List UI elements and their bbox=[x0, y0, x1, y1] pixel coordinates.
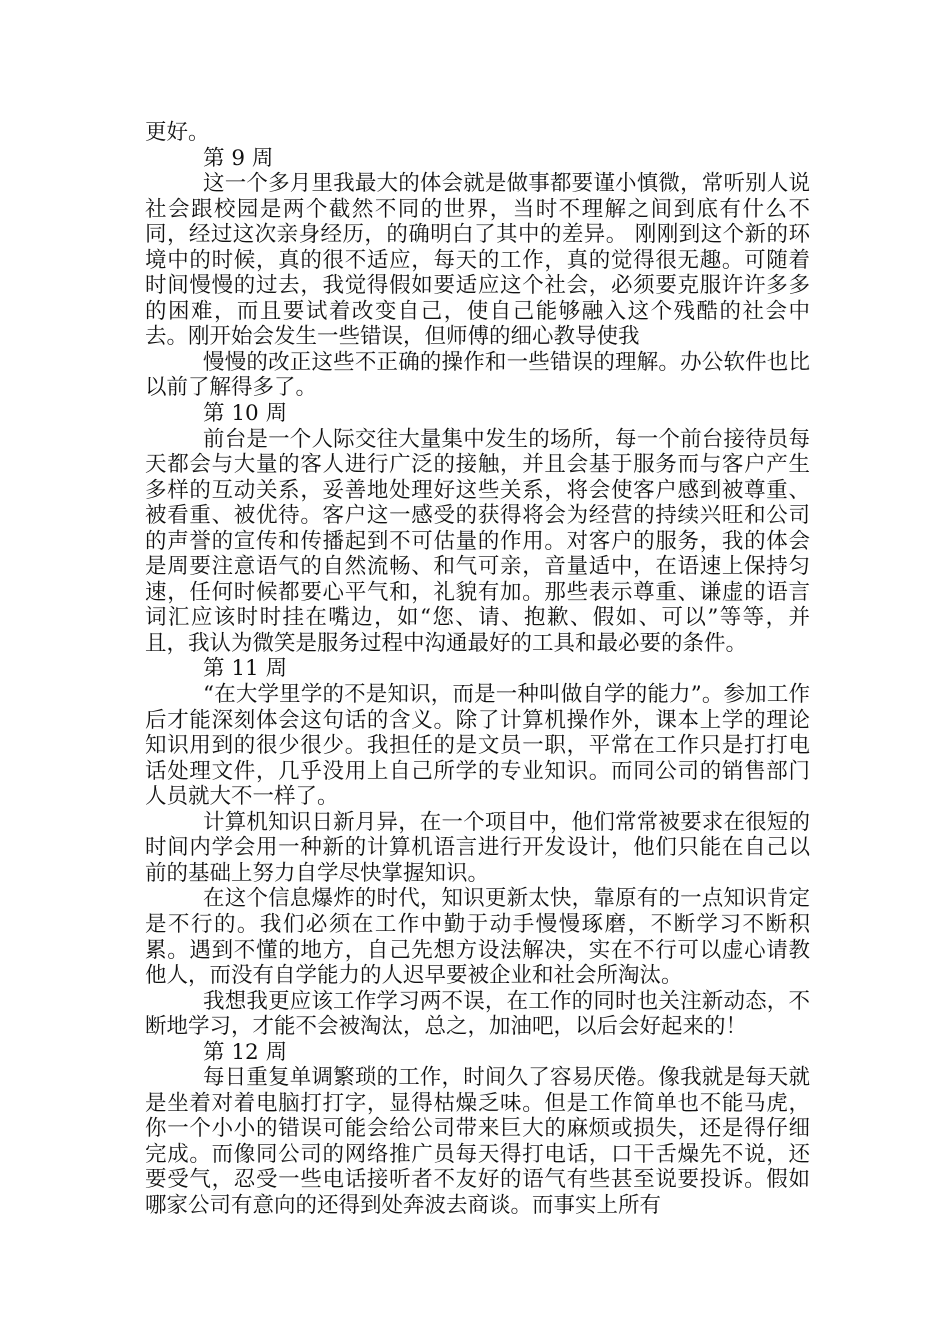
week-9-paragraph-1: 这一个多月里我最大的体会就是做事都要谨小慎微，常听别人说社会跟校园是两个截然不同的世界，当时不理解之间到底有什么不同，经过这次亲身经历，的确明白了其中的差异。 刚刚到这个新的环境中的时候，真的很不适应，每天的工作，真的觉得很无趣。可随着时间慢慢的过去，我觉得假如要适应这个社会，必须要克服许许多多的困难，而且要试着改变自己，使自己能够融入这个残酷的社会中去。刚开始会发生一些错误，但师傅的细心教导使我 bbox=[145, 171, 810, 350]
week-12-heading: 第 12 周 bbox=[203, 1039, 288, 1065]
week-11-heading: 第 11 周 bbox=[203, 656, 288, 682]
week-10-paragraph: 前台是一个人际交往大量集中发生的场所，每一个前台接待员每天都会与大量的客人进行广泛的接触，并且会基于服务而与客户产生多样的互动关系，妥善地处理好这些关系，将会使客户感到被尊重、被看重、被优待。客户这一感受的获得将会为经营的持续兴旺和公司的声誉的宣传和传播起到不可估量的作用。对客户的服务，我的体会是周要注意语气的自然流畅、和气可亲，音量适中，在语速上保持匀速，任何时候都要心平气和，礼貌有加。那些表示尊重、谦虚的语言词汇应该时时挂在嘴边，如“您、请、抱歉、假如、可以”等等，并且，我认为微笑是服务过程中沟通最好的工具和最必要的条件。 bbox=[145, 426, 810, 656]
paragraph-continuation: 更好。 bbox=[145, 120, 210, 145]
week-11-paragraph-4: 我想我更应该工作学习两不误，在工作的同时也关注新动态，不断地学习，才能不会被淘汰，总之，加油吧，以后会好起来的！ bbox=[145, 988, 810, 1040]
week-9-heading: 第 9 周 bbox=[203, 145, 274, 171]
week-10-heading: 第 10 周 bbox=[203, 401, 288, 427]
document-page bbox=[145, 120, 810, 1219]
week-9-paragraph-2: 慢慢的改正这些不正确的操作和一些错误的理解。办公软件也比以前了解得多了。 bbox=[145, 349, 810, 401]
week-11-paragraph-1: “在大学里学的不是知识，而是一种叫做自学的能力”。参加工作后才能深刻体会这句话的含义。除了计算机操作外，课本上学的理论知识用到的很少很少。我担任的是文员一职，平常在工作只是打打电话处理文件，几乎没用上自己所学的专业知识。而同公司的销售部门人员就大不一样了。 bbox=[145, 682, 810, 810]
week-11-paragraph-2: 计算机知识日新月异，在一个项目中，他们常常被要求在很短的时间内学会用一种新的计算机语言进行开发设计，他们只能在自己以前的基础上努力自学尽快掌握知识。 bbox=[145, 809, 810, 886]
week-11-paragraph-3: 在这个信息爆炸的时代，知识更新太快，靠原有的一点知识肯定是不行的。我们必须在工作中勤于动手慢慢琢磨，不断学习不断积累。遇到不懂的地方，自己先想方设法解决，实在不行可以虚心请教他人，而没有自学能力的人迟早要被企业和社会所淘汰。 bbox=[145, 886, 810, 989]
week-12-paragraph: 每日重复单调繁琐的工作，时间久了容易厌倦。像我就是每天就是坐着对着电脑打打字，显得枯燥乏味。但是工作简单也不能马虎，你一个小小的错误可能会给公司带来巨大的麻烦或损失，还是得仔细完成。而像同公司的网络推广员每天得打电话，口干舌燥先不说，还要受气，忍受一些电话接听者不友好的语气有些甚至说要投诉。假如哪家公司有意向的还得到处奔波去商谈。而事实上所有 bbox=[145, 1065, 810, 1218]
